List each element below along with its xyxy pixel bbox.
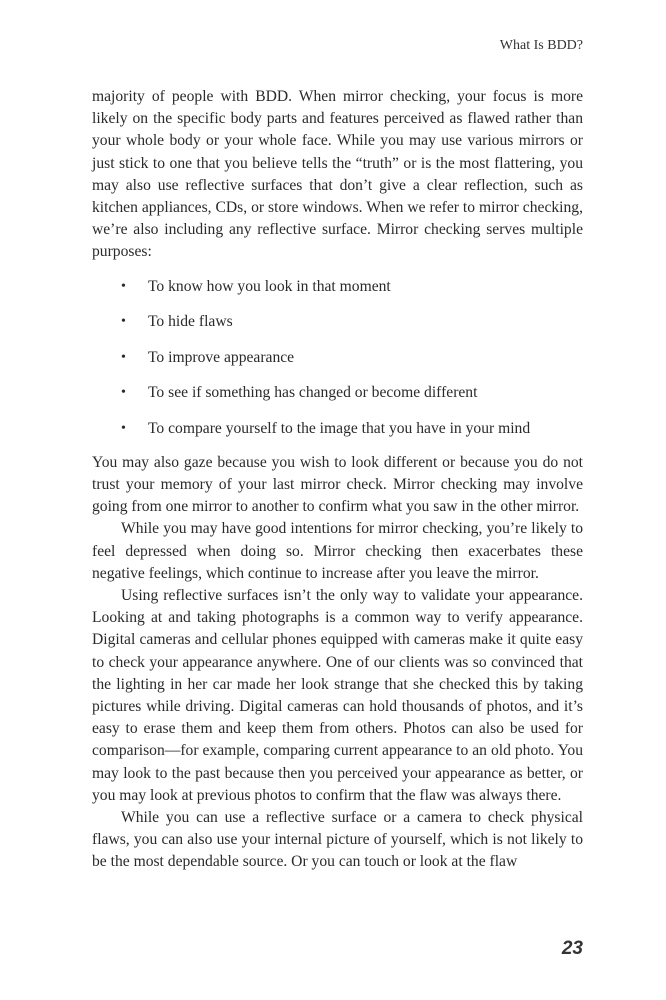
bullet-glyph: • <box>121 314 126 330</box>
bullet-item <box>92 418 583 440</box>
bullet-text: To hide flaws <box>148 313 233 331</box>
bullet-text: To improve appearance <box>148 348 295 366</box>
paragraph: While you can use a reflective surface or a camera to check physical flaws, you can also use your internal picture of yourself, which is not likely to be the most dependable source. Or you can touch or look at the flaw <box>92 809 583 871</box>
paragraph: Using reflective surfaces isn’t the only way to validate your appearance. Looking at and taking photographs is a common way to verify appearance. Digital cameras and cellular phones equipped with cameras make it quite easy to check your appearance anywhere. One of our clients was so convinced that the lighting in her car made her look strange that she checked this by taking pictures while driving. Digital cameras can hold thousands of photos, and it’s easy to erase them and keep them from others. Photos can also be used for comparison—for example, comparing current appearance to an old photo. You may look to the past because then you perceived your appearance as better, or you may look at previous photos to confirm that the flaw was always there. <box>92 587 583 804</box>
bullet-text: To see if something has changed or become different <box>148 384 478 402</box>
bullet-glyph: • <box>121 349 126 365</box>
bullet-glyph: • <box>121 385 126 401</box>
bullet-glyph: • <box>121 420 126 436</box>
paragraph: While you may have good intentions for mirror checking, you’re likely to feel depressed when doing so. Mirror checking then exacerbates these negative feelings, which continue to increase after you leave the mirror. <box>92 520 583 582</box>
body-text <box>92 86 583 874</box>
bullet-text: To compare yourself to the image that you have in your mind <box>148 419 531 437</box>
bullet-text: To know how you look in that moment <box>148 277 391 295</box>
bullet-glyph: • <box>121 278 126 294</box>
bullet-item <box>92 347 583 369</box>
page-number: 23 <box>561 938 583 959</box>
paragraph: You may also gaze because you wish to look different or because you do not trust your memory of your last mirror check. Mirror checking may involve going from one mirror to another to confirm what you saw in the other mirror. <box>92 453 583 516</box>
bullet-item <box>92 276 583 298</box>
bullet-item <box>92 311 583 333</box>
paragraph: majority of people with BDD. When mirror checking, your focus is more likely on the specific body parts and features perceived as flawed rather than your whole body or your whole face. While you may use various mirrors or just stick to one that you believe tells the “truth” or is the most flattering, you may also use reflective surfaces that don’t give a clear reflection, such as kitchen appliances, CDs, or store windows. When we refer to mirror checking, we’re also including any reflective surface. Mirror checking serves multiple purposes: <box>92 88 583 261</box>
bullet-item <box>92 382 583 404</box>
running-head: What Is BDD? <box>499 38 583 53</box>
bullet-list <box>92 276 583 440</box>
